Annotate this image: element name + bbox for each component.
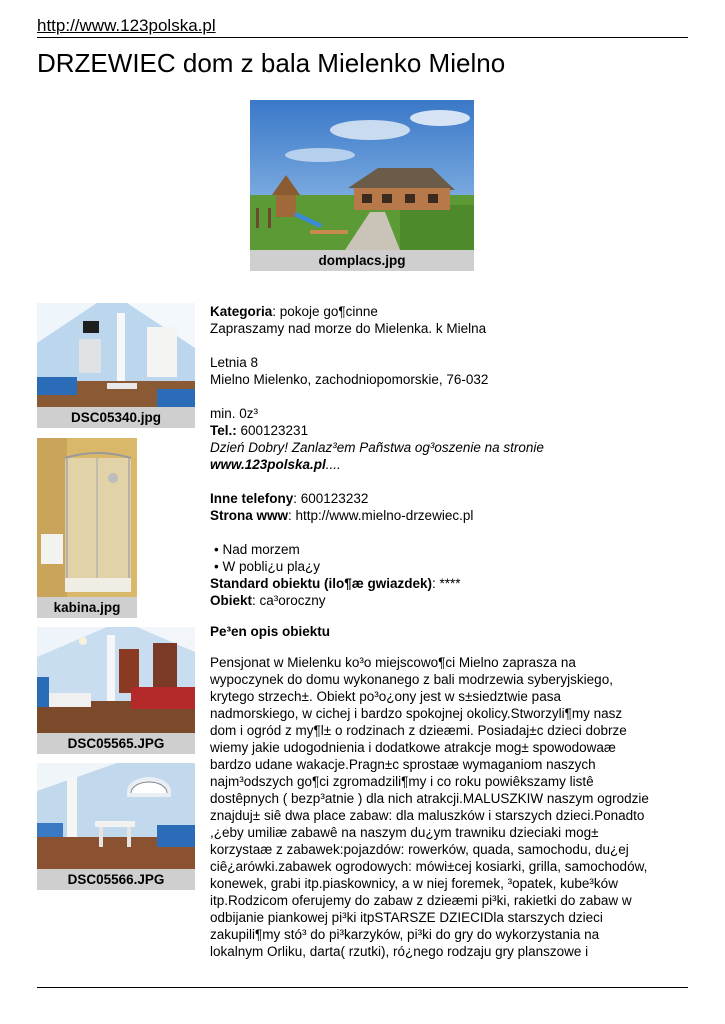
thumbnail-caption: DSC05340.jpg: [37, 407, 195, 428]
other-phones-row: [210, 490, 690, 507]
other-phones-value: : 600123232: [293, 491, 369, 506]
description-line: znajduj± siê dwa place zabaw: dla maluszków i starszych dzieci.Ponadto: [210, 808, 645, 823]
description-line: ,¿eby umiliæ zabawê na naszym du¿ym trawniku dzieciaki mog±: [210, 825, 599, 840]
thumbnail-photo[interactable]: [37, 438, 137, 597]
category-value: : pokoje go¶cinne: [272, 304, 378, 319]
thumbnail-photo[interactable]: [37, 627, 195, 733]
object-type-row: [210, 592, 690, 609]
note-row: [210, 439, 690, 456]
full-description-heading: Pe³en opis obiektu: [210, 624, 331, 639]
address-street: Letnia 8: [210, 355, 259, 370]
full-description-text: [210, 654, 690, 960]
phone-row: [210, 422, 690, 439]
standard-row: [210, 575, 690, 592]
description-line: Pensjonat w Mielenku ko³o miejscowo¶ci Mielno zaprasza na: [210, 655, 576, 670]
category-label: Kategoria: [210, 304, 273, 319]
footer-divider: [37, 987, 688, 988]
description-line: krytego strzech±. Obiekt po³o¿ony jest w s±siedztwie pasa: [210, 689, 561, 704]
description-line: itp.Rodzicom oferujemy do zabaw z dzieæmi pi³ki, rakietki do zabaw w: [210, 893, 632, 908]
main-photo[interactable]: [250, 100, 474, 250]
note-site-row: [210, 456, 690, 473]
note-text: Dzień Dobry! Zanlaz³em Pañstwa og³oszenie na stronie: [210, 440, 544, 455]
description-line: dom i ogród z my¶l± o rodzinach z dzieæmi. Posiadaj±c dzieci dobrze: [210, 723, 627, 738]
description-line: wypoczynek do domu wykonanego z bali modrzewia syberyjskiego,: [210, 672, 613, 687]
description-line: najm³odszych go¶ci zgromadzili¶my i co roku powiêkszamy listê: [210, 774, 594, 789]
page-title: DRZEWIEC dom z bala Mielenko Mielno: [37, 48, 506, 78]
category-row: [210, 303, 690, 320]
description-line: dostêpnych ( bezp³atnie ) dla nich atrakcji.MALUSZKIW naszym ogrodzie: [210, 791, 649, 806]
feature-bullet: • Nad morzem: [214, 542, 300, 557]
other-phones-label: Inne telefony: [210, 491, 294, 506]
website-row: [210, 507, 690, 524]
description-line: nadmorskiego, w cichej i bardzo spokojnej okolicy.Stworzyli¶my nasz: [210, 706, 623, 721]
thumbnail-photo[interactable]: [37, 763, 195, 869]
phone-label: Tel.:: [210, 423, 237, 438]
listing-details: [210, 303, 690, 960]
note-suffix: ....: [325, 457, 341, 472]
description-line: korzystaæ z zabawek:pojazdów: rowerków, quada, samochodu, du¿ej: [210, 842, 629, 857]
address-city: Mielno Mielenko, zachodniopomorskie, 76-032: [210, 372, 489, 387]
description-line: bardzo udane wakacje.Pragn±c sprostaæ wymaganiom naszych: [210, 757, 596, 772]
description-line: ciê¿arówki.zabawek ogrodowych: mówi±cej kosiarki, grilla, samochodów,: [210, 859, 648, 874]
object-type-label: Obiekt: [210, 593, 253, 608]
thumbnail-caption: DSC05565.JPG: [37, 733, 195, 754]
object-type-value: : ca³oroczny: [252, 593, 326, 608]
thumbnail-caption: kabina.jpg: [37, 597, 137, 618]
description-line: wiemy jakie udogodnienia i dodatkowe atrakcje mog± spowodowaæ: [210, 740, 616, 755]
website-label: Strona www: [210, 508, 289, 523]
intro-text: Zapraszamy nad morze do Mielenka. k Mielna: [210, 321, 487, 336]
standard-value: : ****: [432, 576, 461, 591]
description-line: zakupili¶my stó³ do pi³karzyków, pi³ki do gry do wykorzystania na: [210, 927, 600, 942]
feature-bullet: • W pobli¿u pla¿y: [214, 559, 321, 574]
main-photo-caption: domplacs.jpg: [250, 250, 474, 271]
website-value[interactable]: : http://www.mielno-drzewiec.pl: [288, 508, 474, 523]
price-text: min. 0z³: [210, 406, 259, 421]
site-url-link[interactable]: http://www.123polska.pl: [37, 16, 216, 35]
phone-value: 600123231: [236, 423, 309, 438]
note-site-link[interactable]: www.123polska.pl: [210, 457, 326, 472]
page-url: [37, 16, 688, 38]
thumbnail-caption: DSC05566.JPG: [37, 869, 195, 890]
description-line: odbijanie piankowej pi³ki itpSTARSZE DZIECIDla starszych dzieci: [210, 910, 603, 925]
thumbnail-photo[interactable]: [37, 303, 195, 407]
description-line: konewek, grabi itp.piaskownicy, a w niej foremek, ³opatek, kube³ków: [210, 876, 618, 891]
standard-label: Standard obiektu (ilo¶æ gwiazdek): [210, 576, 433, 591]
description-line: lokalnym Orliku, darta( rzutki), ró¿nego rodzaju gry planszowe i: [210, 944, 589, 959]
